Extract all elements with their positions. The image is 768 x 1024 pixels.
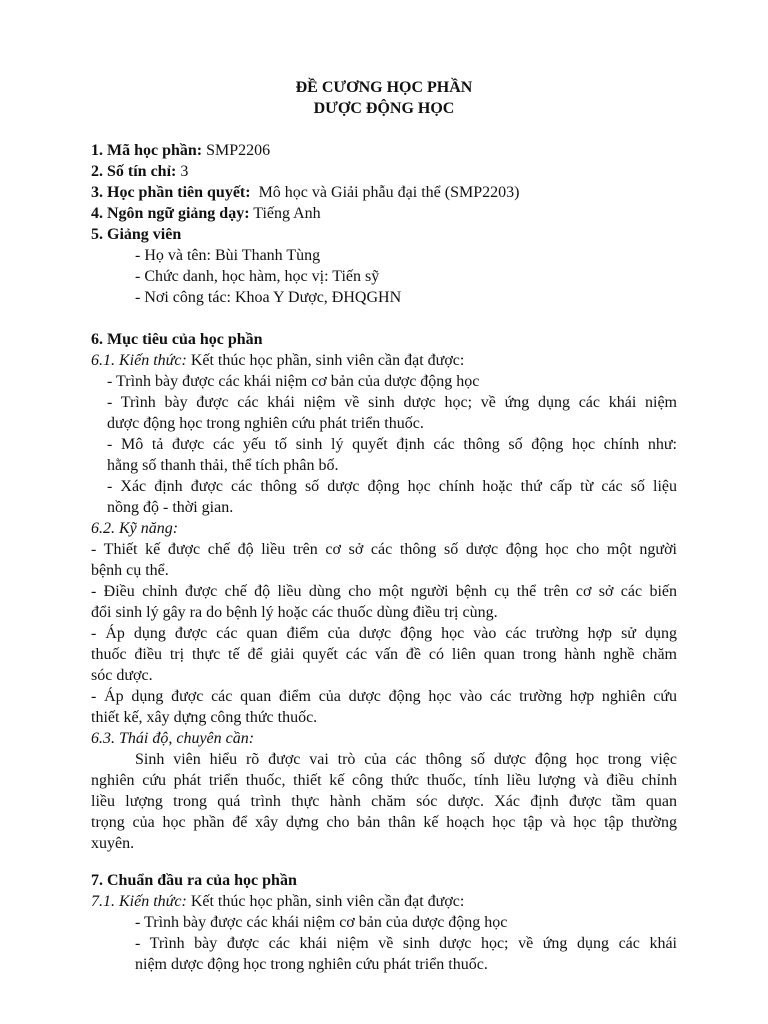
prerequisite-value: Mô học và Giải phẫu đại thể (SMP2203): [250, 184, 520, 201]
credits-label: 2. Số tín chỉ:: [91, 163, 177, 180]
objective-skill-item-4-line2: thiết kế, xây dựng công thức thuốc.: [91, 709, 318, 726]
objective-knowledge-item-3-line1: - Mô tả được các yếu tố sinh lý quyết định các thông số động học chính như:: [107, 436, 677, 453]
objective-knowledge-item-2-line1: - Trình bày được các khái niệm về sinh dược học; về ứng dụng các khái niệm: [107, 394, 677, 411]
lecturer-title: - Chức danh, học hàm, học vị: Tiến sỹ: [135, 268, 380, 285]
objective-skill-item-3-line1: - Áp dụng được các quan điểm của dược động học vào các trường hợp sử dụng: [91, 625, 677, 642]
attitude-paragraph-line3: liều lượng trong quá trình thực hành chăm sóc dược. Xác định được tầm quan: [91, 793, 677, 810]
objectives-attitude-label: 6.3. Thái độ, chuyên cần:: [91, 730, 255, 747]
prerequisite-label: 3. Học phần tiên quyết:: [91, 184, 251, 201]
objective-skill-item-2-line2: đổi sinh lý gây ra do bệnh lý hoặc các thuốc dùng điều trị cùng.: [91, 604, 498, 621]
objectives-skills-label: 6.2. Kỹ năng:: [91, 520, 179, 537]
outcomes-knowledge-label: 7.1. Kiến thức:: [91, 893, 187, 910]
outcomes-heading: 7. Chuẩn đầu ra của học phần: [91, 872, 297, 889]
course-code: [91, 140, 270, 161]
course-code-label: 1. Mã học phần:: [91, 142, 203, 159]
objective-knowledge-item-2-line2: dược động học trong nghiên cứu phát triển thuốc.: [107, 415, 424, 432]
lecturer-name: - Họ và tên: Bùi Thanh Tùng: [135, 247, 321, 264]
objectives-knowledge-label: 6.1. Kiến thức:: [91, 352, 187, 369]
objective-skill-item-1-line1: - Thiết kế được chế độ liều trên cơ sở các thông số dược động học cho một người: [91, 541, 677, 558]
credits: [91, 161, 188, 182]
prerequisite: [91, 182, 519, 203]
attitude-paragraph-line1: Sinh viên hiểu rõ được vai trò của các thông số dược động học trong việc: [135, 751, 677, 768]
document-title-line2: DƯỢC ĐỘNG HỌC: [313, 100, 455, 117]
teaching-language-value: Tiếng Anh: [249, 205, 321, 222]
attitude-paragraph-line5: xuyên.: [91, 835, 135, 852]
objective-knowledge-item-3-line2: hằng số thanh thải, thể tích phân bố.: [107, 457, 339, 474]
outcome-knowledge-item-2-line2: niệm dược động học trong nghiên cứu phát triển thuốc.: [135, 956, 488, 973]
teaching-language: [91, 203, 321, 224]
document-title-line1: ĐỀ CƯƠNG HỌC PHẦN: [295, 79, 473, 96]
objective-knowledge-item-1: - Trình bày được các khái niệm cơ bản của dược động học: [107, 373, 480, 390]
outcome-knowledge-item-1: - Trình bày được các khái niệm cơ bản của dược động học: [135, 914, 508, 931]
objectives-heading: 6. Mục tiêu của học phần: [91, 331, 263, 348]
outcome-knowledge-item-2-line1: - Trình bày được các khái niệm về sinh dược học; về ứng dụng các khái: [135, 935, 677, 952]
objective-skill-item-2-line1: - Điều chỉnh được chế độ liều dùng cho một người bệnh cụ thể trên cơ sở các biến: [91, 583, 677, 600]
teaching-language-label: 4. Ngôn ngữ giảng dạy:: [91, 205, 250, 222]
course-code-value: SMP2206: [202, 142, 271, 159]
attitude-paragraph-line2: nghiên cứu phát triển thuốc, thiết kế công thức thuốc, tính liều lượng và điều chỉnh: [91, 772, 677, 789]
lecturer-heading: 5. Giảng viên: [91, 226, 182, 243]
outcomes-knowledge-intro-text: Kết thúc học phần, sinh viên cần đạt được:: [186, 893, 465, 910]
lecturer-workplace: - Nơi công tác: Khoa Y Dược, ĐHQGHN: [135, 289, 402, 306]
objective-knowledge-item-4-line1: - Xác định được các thông số dược động học chính hoặc thứ cấp từ các số liệu: [107, 478, 677, 495]
objectives-knowledge-intro-text: Kết thúc học phần, sinh viên cần đạt được:: [186, 352, 465, 369]
attitude-paragraph-line4: trọng của học phần để xây dựng cho bản thân kế hoạch học tập và học tập thường: [91, 814, 677, 831]
outcomes-knowledge-intro: [91, 891, 464, 912]
objective-skill-item-4-line1: - Áp dụng được các quan điểm của dược động học vào các trường hợp nghiên cứu: [91, 688, 677, 705]
objective-skill-item-3-line3: sóc dược.: [91, 667, 153, 684]
objective-skill-item-1-line2: bệnh cụ thể.: [91, 562, 169, 579]
objectives-knowledge-intro: [91, 350, 464, 371]
credits-value: 3: [176, 163, 189, 180]
objective-skill-item-3-line2: thuốc điều trị thực tế để giải quyết các vấn đề có liên quan trong hành nghề chăm: [91, 646, 677, 663]
objective-knowledge-item-4-line2: nồng độ - thời gian.: [107, 499, 234, 516]
